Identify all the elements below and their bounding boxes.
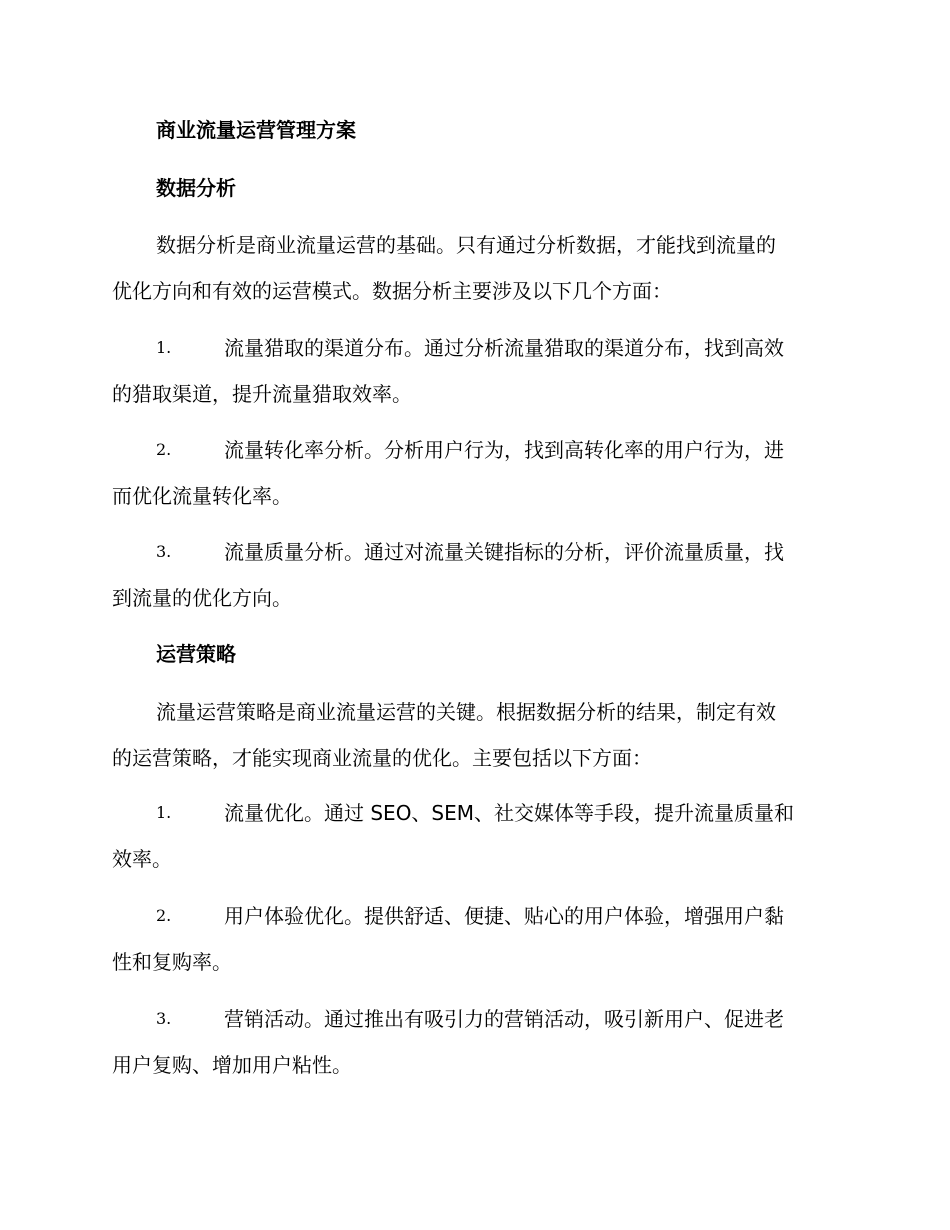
list-item bbox=[112, 325, 832, 417]
list-item-text: 的猎取渠道，提升流量猎取效率。 bbox=[112, 382, 412, 406]
list-item-text: 流量猎取的渠道分布。通过分析流量猎取的渠道分布，找到高效 bbox=[224, 336, 784, 360]
list-item-text: 流量质量分析。通过对流量关键指标的分析，评价流量质量，找 bbox=[224, 540, 784, 564]
list-number: 2. bbox=[156, 440, 172, 459]
paragraph-line: 数据分析是商业流量运营的基础。只有通过分析数据，才能找到流量的 bbox=[156, 233, 776, 257]
list-item bbox=[112, 893, 832, 985]
list-number: 1. bbox=[156, 803, 172, 822]
list-number: 3. bbox=[156, 542, 172, 561]
list-item-text: 流量优化。通过 SEO、SEM、社交媒体等手段，提升流量质量和 bbox=[224, 801, 795, 825]
paragraph-data-analysis-intro bbox=[112, 222, 832, 314]
list-number: 2. bbox=[156, 906, 172, 925]
section-heading-operation-strategy: 运营策略 bbox=[156, 642, 236, 666]
list-item bbox=[112, 529, 832, 621]
list-item-text: 而优化流量转化率。 bbox=[112, 484, 292, 508]
paragraph-line: 的运营策略，才能实现商业流量的优化。主要包括以下方面： bbox=[112, 746, 652, 770]
list-item bbox=[112, 427, 832, 519]
list-item-text: 营销活动。通过推出有吸引力的营销活动，吸引新用户、促进老 bbox=[224, 1007, 784, 1031]
list-number: 1. bbox=[156, 338, 172, 357]
document-title: 商业流量运营管理方案 bbox=[156, 118, 356, 142]
list-item bbox=[112, 790, 832, 882]
list-item-text: 用户体验优化。提供舒适、便捷、贴心的用户体验，增强用户黏 bbox=[224, 904, 784, 928]
list-item bbox=[112, 996, 832, 1088]
paragraph-line: 流量运营策略是商业流量运营的关键。根据数据分析的结果，制定有效 bbox=[156, 700, 776, 724]
list-item-text: 用户复购、增加用户粘性。 bbox=[112, 1053, 352, 1077]
paragraph-line: 优化方向和有效的运营模式。数据分析主要涉及以下几个方面： bbox=[112, 279, 672, 303]
list-item-text: 效率。 bbox=[112, 847, 172, 871]
paragraph-strategy-intro bbox=[112, 689, 832, 781]
list-item-text: 流量转化率分析。分析用户行为，找到高转化率的用户行为，进 bbox=[224, 438, 784, 462]
section-heading-data-analysis: 数据分析 bbox=[156, 176, 236, 200]
list-item-text: 到流量的优化方向。 bbox=[112, 586, 292, 610]
list-item-text: 性和复购率。 bbox=[112, 950, 232, 974]
list-number: 3. bbox=[156, 1009, 172, 1028]
